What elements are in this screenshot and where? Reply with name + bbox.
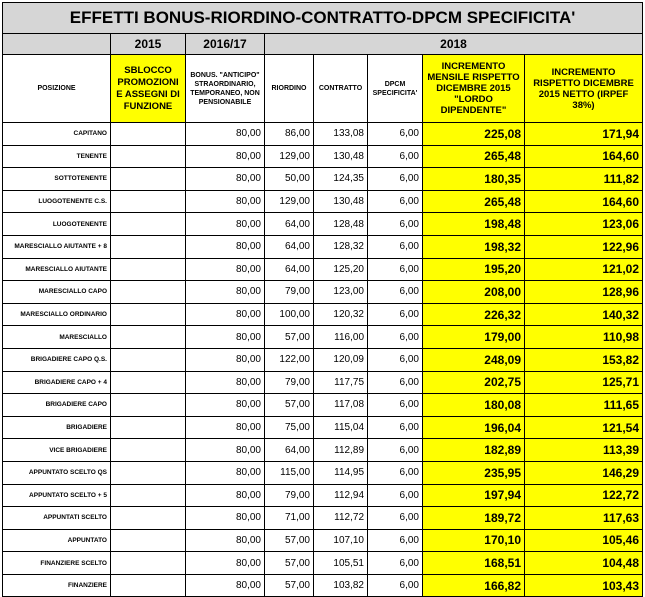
posizione-cell: APPUNTATO	[3, 529, 111, 552]
contratto-cell: 120,09	[314, 348, 368, 371]
sblocco-cell	[111, 394, 186, 417]
bonus-cell: 80,00	[186, 258, 265, 281]
incremento-lordo-cell: 180,35	[423, 168, 525, 191]
incremento-netto-cell: 105,46	[525, 529, 643, 552]
bonus-cell: 80,00	[186, 416, 265, 439]
bonus-cell: 80,00	[186, 461, 265, 484]
bonus-cell: 80,00	[186, 213, 265, 236]
incremento-netto-cell: 122,72	[525, 484, 643, 507]
table-row	[3, 484, 643, 507]
year-2018: 2018	[265, 34, 643, 55]
incremento-lordo-cell: 195,20	[423, 258, 525, 281]
incremento-netto-cell: 121,02	[525, 258, 643, 281]
riordino-cell: 79,00	[265, 484, 314, 507]
contratto-cell: 123,00	[314, 281, 368, 304]
posizione-cell: MARESCIALLO ORDINARIO	[3, 303, 111, 326]
dpcm-cell: 6,00	[368, 416, 423, 439]
sblocco-cell	[111, 416, 186, 439]
incremento-lordo-cell: 235,95	[423, 461, 525, 484]
contratto-cell: 112,94	[314, 484, 368, 507]
dpcm-cell: 6,00	[368, 145, 423, 168]
contratto-cell: 105,51	[314, 552, 368, 575]
incremento-lordo-cell: 166,82	[423, 574, 525, 597]
contratto-cell: 115,04	[314, 416, 368, 439]
incremento-lordo-cell: 180,08	[423, 394, 525, 417]
table-row	[3, 303, 643, 326]
table-row	[3, 123, 643, 146]
posizione-cell: APPUNTATO SCELTO QS	[3, 461, 111, 484]
dpcm-cell: 6,00	[368, 348, 423, 371]
posizione-cell: LUOGOTENENTE	[3, 213, 111, 236]
dpcm-cell: 6,00	[368, 461, 423, 484]
sblocco-cell	[111, 461, 186, 484]
incremento-lordo-cell: 226,32	[423, 303, 525, 326]
posizione-cell: LUOGOTENENTE C.S.	[3, 190, 111, 213]
dpcm-cell: 6,00	[368, 394, 423, 417]
table-row	[3, 258, 643, 281]
riordino-cell: 122,00	[265, 348, 314, 371]
riordino-cell: 64,00	[265, 213, 314, 236]
riordino-cell: 57,00	[265, 552, 314, 575]
riordino-cell: 57,00	[265, 529, 314, 552]
posizione-cell: SOTTOTENENTE	[3, 168, 111, 191]
incremento-lordo-cell: 225,08	[423, 123, 525, 146]
incremento-lordo-cell: 265,48	[423, 145, 525, 168]
bonus-cell: 80,00	[186, 123, 265, 146]
sblocco-cell	[111, 168, 186, 191]
contratto-cell: 103,82	[314, 574, 368, 597]
year-2016-17: 2016/17	[186, 34, 265, 55]
bonus-cell: 80,00	[186, 371, 265, 394]
sblocco-cell	[111, 145, 186, 168]
incremento-netto-cell: 104,48	[525, 552, 643, 575]
contratto-cell: 124,35	[314, 168, 368, 191]
incremento-lordo-cell: 248,09	[423, 348, 525, 371]
posizione-cell: BRIGADIERE CAPO + 4	[3, 371, 111, 394]
table-row	[3, 190, 643, 213]
sblocco-cell	[111, 484, 186, 507]
table-row	[3, 461, 643, 484]
riordino-cell: 71,00	[265, 507, 314, 530]
bonus-cell: 80,00	[186, 507, 265, 530]
dpcm-cell: 6,00	[368, 484, 423, 507]
incremento-netto-cell: 117,63	[525, 507, 643, 530]
dpcm-cell: 6,00	[368, 439, 423, 462]
dpcm-cell: 6,00	[368, 574, 423, 597]
table-row	[3, 145, 643, 168]
riordino-cell: 79,00	[265, 371, 314, 394]
posizione-cell: MARESCIALLO CAPO	[3, 281, 111, 304]
dpcm-cell: 6,00	[368, 190, 423, 213]
table-row	[3, 574, 643, 597]
riordino-cell: 57,00	[265, 574, 314, 597]
sblocco-cell	[111, 235, 186, 258]
sblocco-cell	[111, 258, 186, 281]
contratto-cell: 120,32	[314, 303, 368, 326]
riordino-cell: 64,00	[265, 235, 314, 258]
riordino-cell: 64,00	[265, 258, 314, 281]
posizione-cell: BRIGADIERE	[3, 416, 111, 439]
incremento-netto-cell: 125,71	[525, 371, 643, 394]
header-dpcm: DPCM SPECIFICITA'	[368, 55, 423, 123]
table-row	[3, 168, 643, 191]
dpcm-cell: 6,00	[368, 258, 423, 281]
table-row	[3, 394, 643, 417]
bonus-cell: 80,00	[186, 168, 265, 191]
contratto-cell: 112,89	[314, 439, 368, 462]
posizione-cell: TENENTE	[3, 145, 111, 168]
contratto-cell: 116,00	[314, 326, 368, 349]
dpcm-cell: 6,00	[368, 326, 423, 349]
incremento-netto-cell: 110,98	[525, 326, 643, 349]
table-row	[3, 326, 643, 349]
sblocco-cell	[111, 281, 186, 304]
incremento-lordo-cell: 198,32	[423, 235, 525, 258]
posizione-cell: MARESCIALLO AIUTANTE + 8	[3, 235, 111, 258]
riordino-cell: 79,00	[265, 281, 314, 304]
incremento-lordo-cell: 189,72	[423, 507, 525, 530]
header-posizione: POSIZIONE	[3, 55, 111, 123]
contratto-cell: 125,20	[314, 258, 368, 281]
contratto-cell: 130,48	[314, 145, 368, 168]
incremento-lordo-cell: 179,00	[423, 326, 525, 349]
posizione-cell: APPUNTATI SCELTO	[3, 507, 111, 530]
table-row	[3, 371, 643, 394]
posizione-cell: BRIGADIERE CAPO Q.S.	[3, 348, 111, 371]
header-sblocco: SBLOCCO PROMOZIONI E ASSEGNI DI FUNZIONE	[111, 55, 186, 123]
dpcm-cell: 6,00	[368, 281, 423, 304]
header-bonus: BONUS. "ANTICIPO" STRAORDINARIO, TEMPORANEO, NON PENSIONABILE	[186, 55, 265, 123]
posizione-cell: FINANZIERE SCELTO	[3, 552, 111, 575]
table-row	[3, 348, 643, 371]
incremento-lordo-cell: 168,51	[423, 552, 525, 575]
contratto-cell: 133,08	[314, 123, 368, 146]
contratto-cell: 130,48	[314, 190, 368, 213]
bonus-cell: 80,00	[186, 190, 265, 213]
posizione-cell: BRIGADIERE CAPO	[3, 394, 111, 417]
riordino-cell: 100,00	[265, 303, 314, 326]
sblocco-cell	[111, 574, 186, 597]
incremento-lordo-cell: 197,94	[423, 484, 525, 507]
incremento-netto-cell: 122,96	[525, 235, 643, 258]
contratto-cell: 128,48	[314, 213, 368, 236]
table-title: EFFETTI BONUS-RIORDINO-CONTRATTO-DPCM SPECIFICITA'	[3, 3, 643, 34]
dpcm-cell: 6,00	[368, 235, 423, 258]
dpcm-cell: 6,00	[368, 371, 423, 394]
incremento-netto-cell: 128,96	[525, 281, 643, 304]
header-incremento-lordo: INCREMENTO MENSILE RISPETTO DICEMBRE 2015 "LORDO DIPENDENTE"	[423, 55, 525, 123]
riordino-cell: 64,00	[265, 439, 314, 462]
sblocco-cell	[111, 552, 186, 575]
year-empty-cell	[3, 34, 111, 55]
incremento-lordo-cell: 182,89	[423, 439, 525, 462]
incremento-netto-cell: 121,54	[525, 416, 643, 439]
sblocco-cell	[111, 507, 186, 530]
sblocco-cell	[111, 348, 186, 371]
header-contratto: CONTRATTO	[314, 55, 368, 123]
bonus-cell: 80,00	[186, 303, 265, 326]
bonus-cell: 80,00	[186, 484, 265, 507]
header-incremento-netto: INCREMENTO RISPETTO DICEMBRE 2015 NETTO (IRPEF 38%)	[525, 55, 643, 123]
incremento-lordo-cell: 202,75	[423, 371, 525, 394]
table-row	[3, 416, 643, 439]
posizione-cell: APPUNTATO SCELTO + 5	[3, 484, 111, 507]
table-row	[3, 213, 643, 236]
incremento-lordo-cell: 198,48	[423, 213, 525, 236]
posizione-cell: CAPITANO	[3, 123, 111, 146]
sblocco-cell	[111, 303, 186, 326]
bonus-cell: 80,00	[186, 235, 265, 258]
dpcm-cell: 6,00	[368, 168, 423, 191]
table-row	[3, 281, 643, 304]
bonus-cell: 80,00	[186, 348, 265, 371]
bonus-cell: 80,00	[186, 145, 265, 168]
incremento-lordo-cell: 170,10	[423, 529, 525, 552]
contratto-cell: 117,75	[314, 371, 368, 394]
dpcm-cell: 6,00	[368, 303, 423, 326]
posizione-cell: FINANZIERE	[3, 574, 111, 597]
incremento-netto-cell: 111,65	[525, 394, 643, 417]
contratto-cell: 128,32	[314, 235, 368, 258]
posizione-cell: VICE BRIGADIERE	[3, 439, 111, 462]
bonus-cell: 80,00	[186, 326, 265, 349]
riordino-cell: 115,00	[265, 461, 314, 484]
incremento-netto-cell: 164,60	[525, 190, 643, 213]
year-2015: 2015	[111, 34, 186, 55]
dpcm-cell: 6,00	[368, 213, 423, 236]
sblocco-cell	[111, 326, 186, 349]
sblocco-cell	[111, 371, 186, 394]
header-riordino: RIORDINO	[265, 55, 314, 123]
incremento-netto-cell: 103,43	[525, 574, 643, 597]
table-row	[3, 439, 643, 462]
dpcm-cell: 6,00	[368, 507, 423, 530]
incremento-netto-cell: 153,82	[525, 348, 643, 371]
incremento-netto-cell: 171,94	[525, 123, 643, 146]
riordino-cell: 86,00	[265, 123, 314, 146]
riordino-cell: 57,00	[265, 394, 314, 417]
posizione-cell: MARESCIALLO AIUTANTE	[3, 258, 111, 281]
incremento-lordo-cell: 196,04	[423, 416, 525, 439]
incremento-netto-cell: 164,60	[525, 145, 643, 168]
bonus-table	[2, 2, 643, 597]
table-row	[3, 552, 643, 575]
sblocco-cell	[111, 123, 186, 146]
sblocco-cell	[111, 439, 186, 462]
dpcm-cell: 6,00	[368, 552, 423, 575]
bonus-cell: 80,00	[186, 281, 265, 304]
contratto-cell: 112,72	[314, 507, 368, 530]
incremento-netto-cell: 113,39	[525, 439, 643, 462]
riordino-cell: 57,00	[265, 326, 314, 349]
posizione-cell: MARESCIALLO	[3, 326, 111, 349]
table-row	[3, 529, 643, 552]
incremento-netto-cell: 123,06	[525, 213, 643, 236]
incremento-netto-cell: 146,29	[525, 461, 643, 484]
incremento-netto-cell: 140,32	[525, 303, 643, 326]
contratto-cell: 107,10	[314, 529, 368, 552]
bonus-cell: 80,00	[186, 394, 265, 417]
riordino-cell: 50,00	[265, 168, 314, 191]
bonus-cell: 80,00	[186, 529, 265, 552]
sblocco-cell	[111, 529, 186, 552]
dpcm-cell: 6,00	[368, 529, 423, 552]
bonus-cell: 80,00	[186, 574, 265, 597]
bonus-cell: 80,00	[186, 439, 265, 462]
table-row	[3, 507, 643, 530]
incremento-netto-cell: 111,82	[525, 168, 643, 191]
dpcm-cell: 6,00	[368, 123, 423, 146]
sblocco-cell	[111, 213, 186, 236]
contratto-cell: 117,08	[314, 394, 368, 417]
incremento-lordo-cell: 208,00	[423, 281, 525, 304]
contratto-cell: 114,95	[314, 461, 368, 484]
sblocco-cell	[111, 190, 186, 213]
riordino-cell: 129,00	[265, 145, 314, 168]
bonus-cell: 80,00	[186, 552, 265, 575]
riordino-cell: 129,00	[265, 190, 314, 213]
riordino-cell: 75,00	[265, 416, 314, 439]
incremento-lordo-cell: 265,48	[423, 190, 525, 213]
table-row	[3, 235, 643, 258]
